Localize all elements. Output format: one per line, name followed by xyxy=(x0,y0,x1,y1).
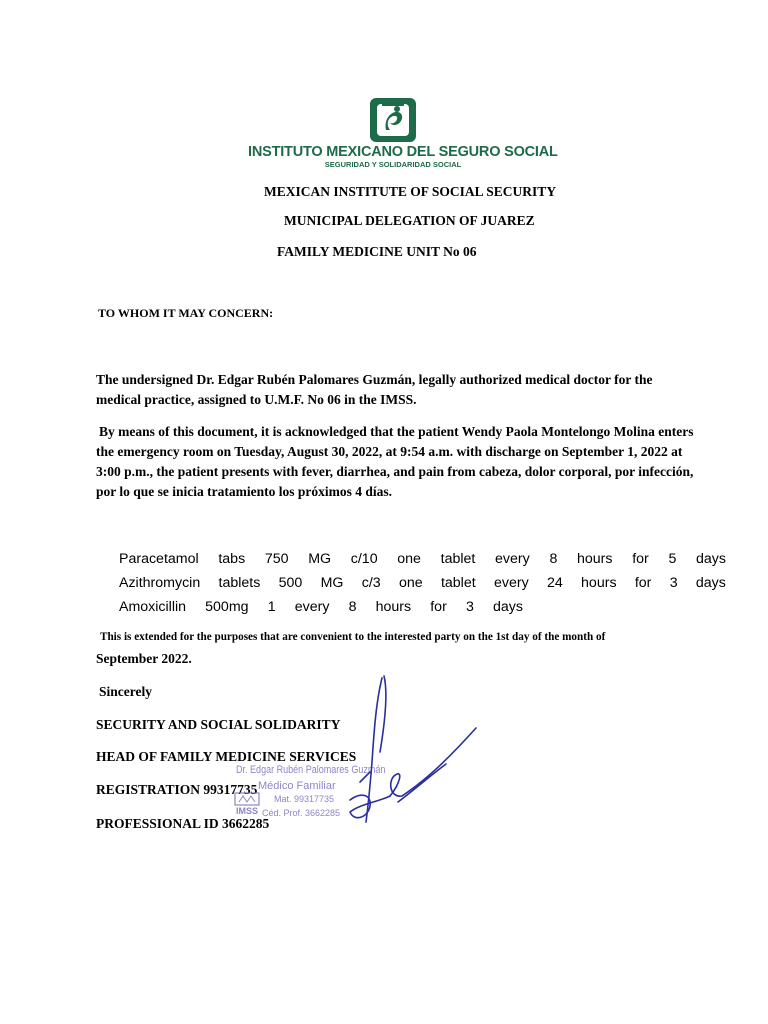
closing: Sincerely xyxy=(99,684,152,699)
med-word: tabs xyxy=(218,551,246,567)
med-word: 3 xyxy=(465,599,474,615)
med-word: every xyxy=(495,551,530,567)
paragraph-doctor: The undersigned Dr. Edgar Rubén Palomares Guzmán, legally authorized medical doctor for the medical practice, assigned to U.M.F. No 06 in the IMSS. xyxy=(96,372,653,407)
med-word: every xyxy=(493,575,529,591)
med-word: every xyxy=(294,599,330,615)
med-word: days xyxy=(696,551,726,567)
medication-row xyxy=(119,575,726,599)
med-word: tablet xyxy=(440,575,476,591)
med-word: days xyxy=(492,599,523,615)
medication-row xyxy=(119,599,523,623)
med-word: MG xyxy=(320,575,344,591)
logo-tagline: SEGURIDAD Y SOLIDARIDAD SOCIAL xyxy=(324,160,462,169)
stamp-name: Dr. Edgar Rubén Palomares Guzmán xyxy=(236,764,386,776)
medication-row xyxy=(119,551,726,575)
med-word: 750 xyxy=(264,551,289,567)
med-word: MG xyxy=(308,551,332,567)
extension-note: This is extended for the purposes that are convenient to the interested party on the 1st day of the month of xyxy=(100,631,606,643)
stamp-org: IMSS xyxy=(236,806,259,816)
handwritten-signature xyxy=(330,672,480,832)
med-word: 500 xyxy=(278,575,303,591)
medication-list xyxy=(119,551,726,623)
stamp-role: Médico Familiar xyxy=(258,780,336,792)
med-word: Paracetamol xyxy=(119,551,199,567)
med-word: for xyxy=(634,575,652,591)
header-line-2: MUNICIPAL DELEGATION OF JUAREZ xyxy=(284,213,535,228)
med-word: hours xyxy=(375,599,412,615)
med-word: days xyxy=(695,575,726,591)
stamp-ced: Céd. Prof. 3662285 xyxy=(262,808,341,818)
stamp-mat: Mat. 99317735 xyxy=(274,794,335,804)
med-word: c/10 xyxy=(350,551,378,567)
med-word: c/3 xyxy=(361,575,381,591)
med-word: 3 xyxy=(669,575,678,591)
extension-date: September 2022. xyxy=(96,651,192,666)
med-word: hours xyxy=(577,551,613,567)
med-word: for xyxy=(632,551,649,567)
med-word: 1 xyxy=(267,599,276,615)
stamp-seal-icon xyxy=(234,792,260,806)
signature-line-4: PROFESSIONAL ID 3662285 xyxy=(96,816,270,831)
signature-line-1: SECURITY AND SOCIAL SOLIDARITY xyxy=(96,717,341,732)
med-word: tablets xyxy=(218,575,261,591)
med-word: Amoxicillin xyxy=(119,599,187,615)
med-word: Azithromycin xyxy=(119,575,201,591)
header-line-1: MEXICAN INSTITUTE OF SOCIAL SECURITY xyxy=(264,184,557,199)
med-word: one xyxy=(398,575,423,591)
med-word: 8 xyxy=(549,551,558,567)
med-word: one xyxy=(397,551,421,567)
signature-line-2: HEAD OF FAMILY MEDICINE SERVICES xyxy=(96,749,357,764)
salutation: TO WHOM IT MAY CONCERN: xyxy=(98,306,274,320)
paragraph-patient: By means of this document, it is acknowledged that the patient Wendy Paola Montelongo Molina enters the emergency room on Tuesday, August 30, 2022, at 9:54 a.m. with discharge on September 1, 2022 at 3:00 p.m., the patient presents with fever, diarrhea, and pain from cabeza, dolor corporal, por infección, por lo que se inicia tratamiento los próximos 4 días. xyxy=(96,424,694,499)
med-word: tablet xyxy=(440,551,476,567)
med-word: 500mg xyxy=(205,599,249,615)
signature-line-3: REGISTRATION 99317735 xyxy=(96,782,258,797)
imss-eagle-icon xyxy=(368,96,418,144)
header-line-3: FAMILY MEDICINE UNIT No 06 xyxy=(277,244,477,259)
med-word: 8 xyxy=(348,599,357,615)
imss-logo xyxy=(248,96,558,174)
logo-name: INSTITUTO MEXICANO DEL SEGURO SOCIAL xyxy=(248,144,558,160)
med-word: hours xyxy=(581,575,617,591)
med-word: 24 xyxy=(546,575,563,591)
med-word: 5 xyxy=(668,551,677,567)
med-word: for xyxy=(430,599,447,615)
